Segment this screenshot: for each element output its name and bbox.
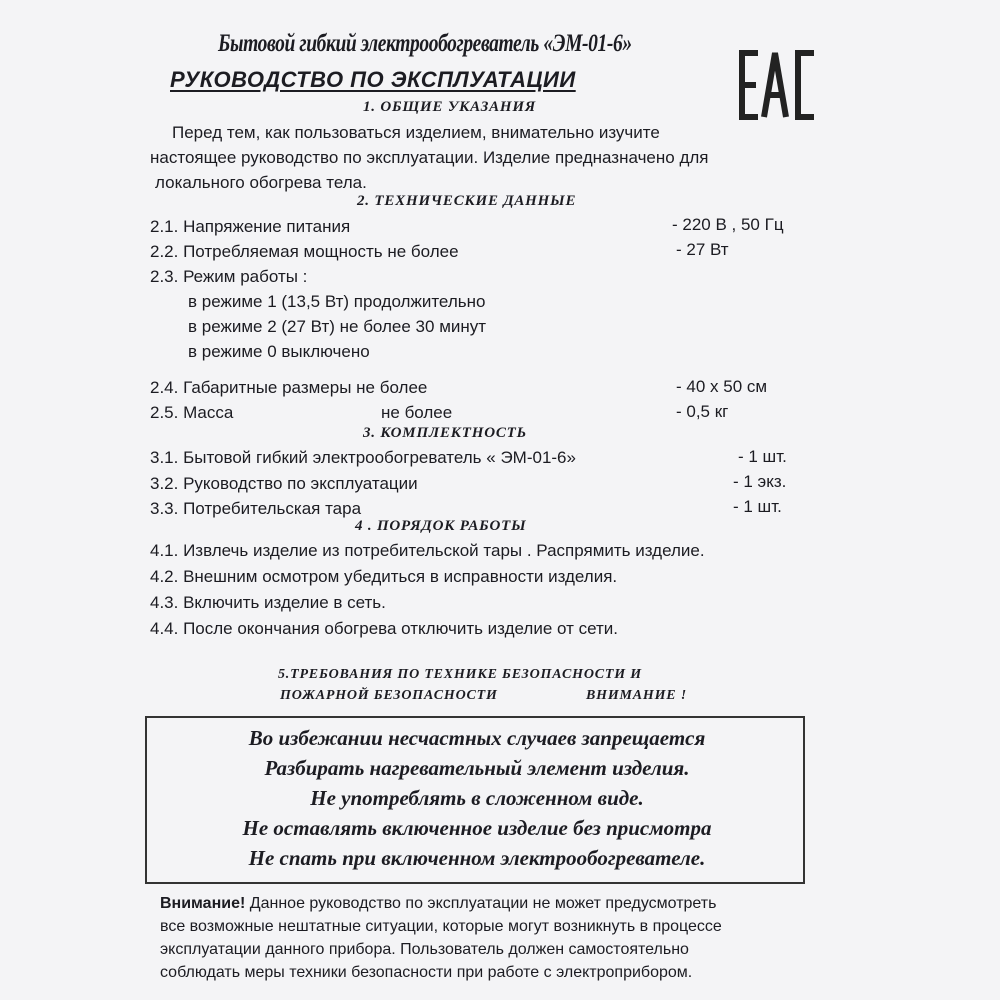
section-5-heading-line-1: 5.ТРЕБОВАНИЯ ПО ТЕХНИКЕ БЕЗОПАСНОСТИ И: [278, 667, 642, 682]
section-1-heading: 1. ОБЩИЕ УКАЗАНИЯ: [363, 99, 536, 115]
spec-size-label: 2.4. Габаритные размеры не более: [150, 378, 428, 397]
note-line-4: соблюдать меры техники безопасности при работе с электроприбором.: [160, 964, 693, 981]
spec-mass-qualifier: не более: [381, 403, 453, 422]
s4-step-3: 4.3. Включить изделие в сеть.: [150, 593, 386, 612]
kit-item-manual-qty: - 1 экз.: [733, 472, 787, 491]
s4-step-2: 4.2. Внешним осмотром убедиться в исправности изделия.: [150, 567, 618, 586]
spec-voltage-value: - 220 В , 50 Гц: [672, 215, 784, 234]
s1-line-3: локального обогрева тела.: [155, 173, 367, 192]
spec-power-value: - 27 Вт: [676, 240, 729, 259]
s1-line-2: настоящее руководство по эксплуатации. Изделие предназначено для: [150, 148, 709, 167]
spec-size-value: - 40 х 50 см: [676, 377, 768, 396]
spec-voltage-label: 2.1. Напряжение питания: [150, 217, 351, 236]
safety-warning-box: [145, 716, 805, 884]
document-title: Бытовой гибкий электрообогреватель «ЭМ-01-6»: [218, 30, 632, 57]
spec-mode-2: в режиме 2 (27 Вт) не более 30 минут: [188, 317, 487, 336]
section-4-heading: 4 . ПОРЯДОК РАБОТЫ: [355, 518, 527, 534]
kit-item-heater: 3.1. Бытовой гибкий электрообогреватель « ЭМ-01-6»: [150, 448, 576, 467]
kit-item-package-qty: - 1 шт.: [733, 497, 782, 516]
spec-mode-label: 2.3. Режим работы :: [150, 267, 308, 286]
kit-item-heater-qty: - 1 шт.: [738, 447, 787, 466]
warning-line-2: Разбирать нагревательный элемент изделия.: [264, 756, 690, 780]
spec-power-label: 2.2. Потребляемая мощность не более: [150, 242, 459, 261]
warning-line-3: Не употреблять в сложенном виде.: [310, 786, 644, 810]
spec-mass-value: - 0,5 кг: [676, 402, 729, 421]
spec-mass-label: 2.5. Масса: [150, 403, 234, 422]
spec-mode-0: в режиме 0 выключено: [188, 342, 370, 361]
section-3-heading: 3. КОМПЛЕКТНОСТЬ: [363, 425, 527, 441]
section-5-heading-line-2: ПОЖАРНОЙ БЕЗОПАСНОСТИ: [280, 688, 498, 703]
warning-line-4: Не оставлять включенное изделие без присмотра: [242, 816, 712, 840]
note-line-2: все возможные нештатные ситуации, которые могут возникнуть в процессе: [160, 918, 722, 935]
note-attention-word: Внимание!: [160, 895, 246, 912]
eac-logo: [738, 45, 818, 130]
document-subtitle: РУКОВОДСТВО ПО ЭКСПЛУАТАЦИИ: [170, 67, 576, 92]
kit-item-manual: 3.2. Руководство по эксплуатации: [150, 474, 418, 493]
s1-line-1: Перед тем, как пользоваться изделием, внимательно изучите: [172, 123, 660, 142]
warning-line-1: Во избежании несчастных случаев запрещается: [248, 726, 706, 750]
s4-step-1: 4.1. Извлечь изделие из потребительской тары . Распрямить изделие.: [150, 541, 705, 560]
note-line-3: эксплуатации данного прибора. Пользователь должен самостоятельно: [160, 941, 689, 958]
note-line-1: [160, 895, 716, 913]
attention-label: ВНИМАНИЕ !: [586, 688, 687, 703]
section-2-heading: 2. ТЕХНИЧЕСКИЕ ДАННЫЕ: [357, 193, 577, 209]
s4-step-4: 4.4. После окончания обогрева отключить изделие от сети.: [150, 619, 618, 638]
spec-mode-1: в режиме 1 (13,5 Вт) продолжительно: [188, 292, 486, 311]
warning-line-5: Не спать при включенном электрообогревателе.: [248, 846, 706, 870]
kit-item-package: 3.3. Потребительская тара: [150, 499, 362, 518]
note-line-1-text: Данное руководство по эксплуатации не может предусмотреть: [245, 895, 717, 912]
